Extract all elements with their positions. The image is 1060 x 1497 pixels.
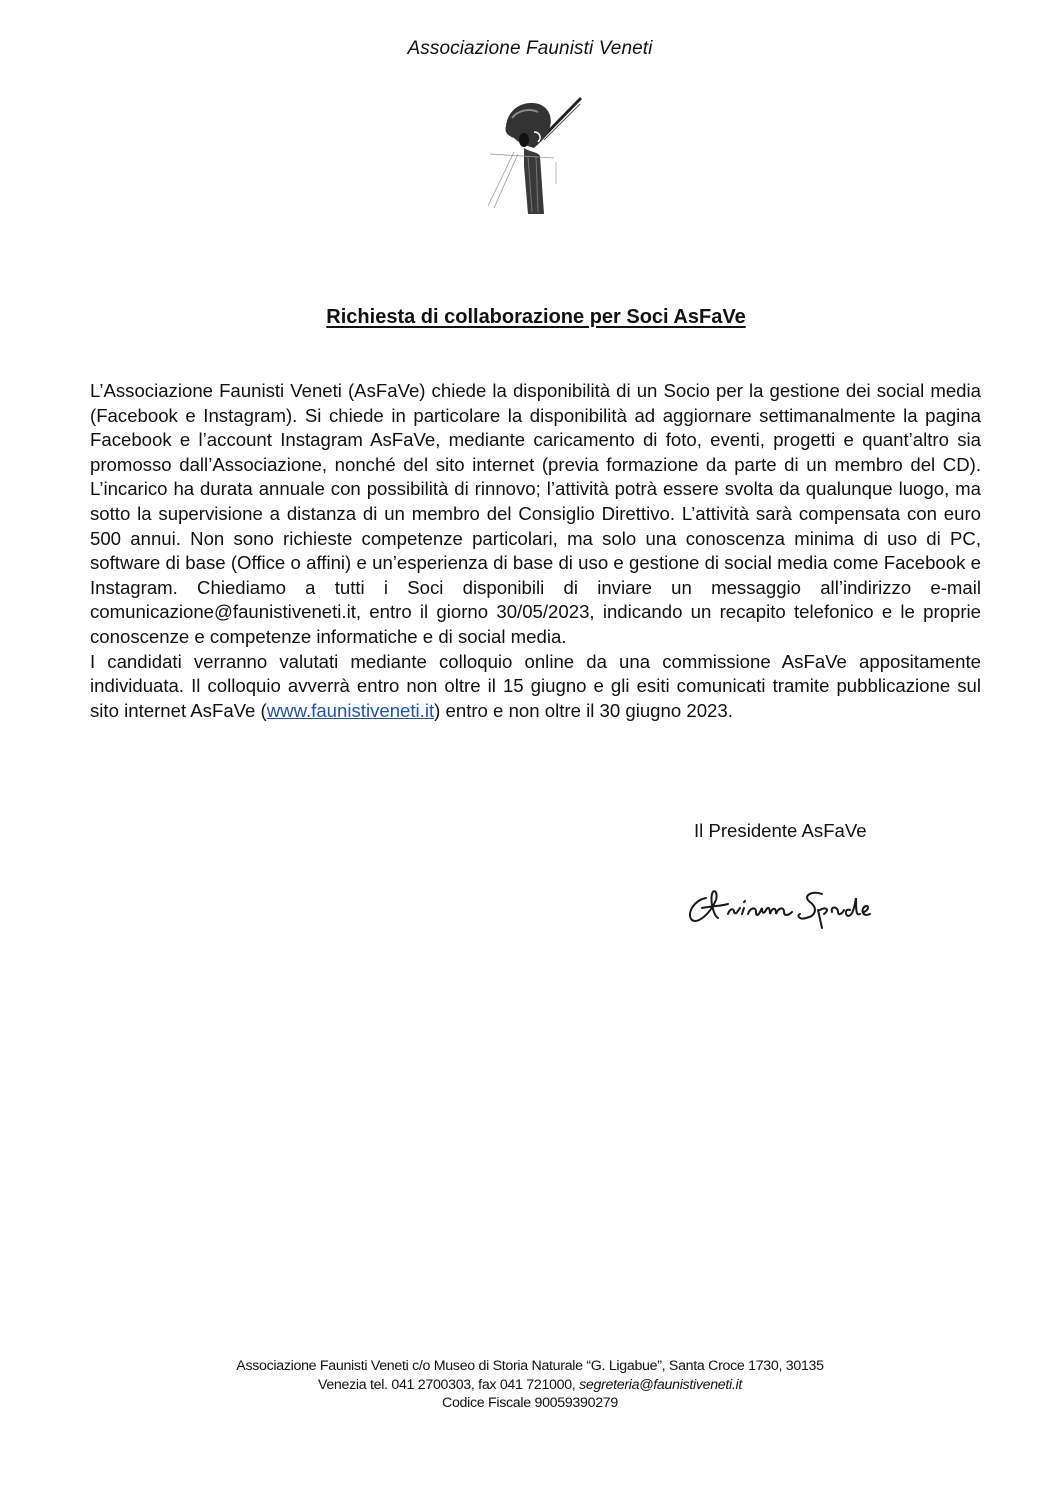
paragraph-selection [90,650,981,724]
paragraph-selection-text-start: I candidati verranno valutati mediante colloquio online da una commissione AsFaVe appositamente individuata. Il colloquio avverrà entro non oltre il 15 giugno e gli esiti comunicati tramite pubblicazione sul sito internet AsFaVe ( [90,650,981,721]
footer-phone-fax: Venezia tel. 041 2700303, fax 041 721000, [317,1376,580,1393]
footer-contacts [0,1376,1060,1395]
signatory-role: Il Presidente AsFaVe [694,820,867,841]
document-title: Richiesta di collaborazione per Soci AsFaVe [326,306,746,328]
letter-body [90,379,981,723]
paragraph-request: L’Associazione Faunisti Veneti (AsFaVe) chiede la disponibilità di un Socio per la gestione dei social media (Facebook e Instagram). Si chiede in particolare la disponibilità ad aggiornare settimanalmente la pagina Facebook e l’account Instagram AsFaVe, mediante caricamento di foto, eventi, progetti e quant’altro sia promosso dall’Associazione, nonché del sito internet (previa formazione da parte di un membro del CD). L’incarico ha durata annuale con possibilità di rinnovo; l’attività potrà essere svolta da qualunque luogo, ma sotto la supervisione a distanza di un membro del Consiglio Direttivo. L’attività sarà compensata con euro 500 annui. Non sono richieste competenze particolari, ma solo una conoscenza minima di uso di PC, software di base (Office o affini) e un’esperienza di base di uso e gestione di social media come Facebook e Instagram. Chiediamo a tutti i Soci disponibili di inviare un messaggio all’indirizzo e-mail comunicazione@faunistiveneti.it, entro il giorno 30/05/2023, indicando un recapito telefonico e le proprie conoscenze e competenze informatiche e di social media. [90,380,981,647]
website-link[interactable]: www.faunistiveneti.it [266,699,435,721]
letterhead-title: Associazione Faunisti Veneti [407,38,653,59]
footer-address: Associazione Faunisti Veneti c/o Museo di Storia Naturale “G. Ligabue”, Santa Croce 1730, 30135 [236,1358,824,1374]
footer-email: segreteria@faunistiveneti.it [579,1376,743,1393]
letterhead-footer [0,1357,1060,1413]
paragraph-selection-text-end: ) entro e non oltre il 30 giugno 2023. [434,699,733,721]
handwritten-signature-icon [684,880,889,930]
bird-sketch-logo-icon [484,96,584,214]
footer-tax-code: Codice Fiscale 90059390279 [442,1395,618,1411]
